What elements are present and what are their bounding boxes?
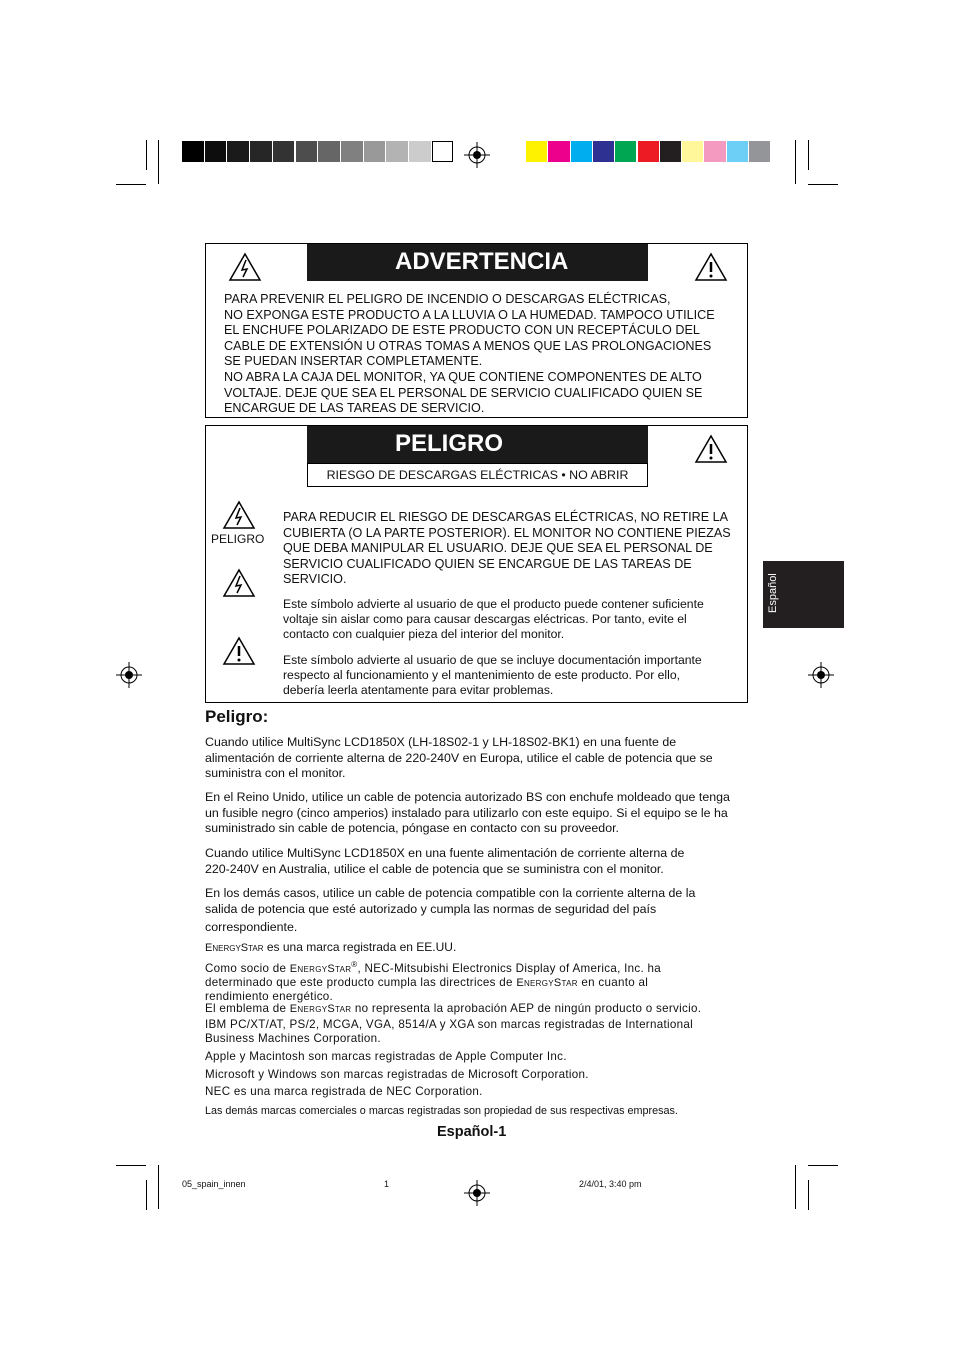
color-swatch <box>273 141 295 162</box>
color-swatch <box>409 141 431 162</box>
trademark-partner: Como socio de EnergyStar®, NEC-Mitsubishi Electronics Display of America, Inc. ha determinado que este producto cumpla las directrices de EnergyStar en cuanto al rendimiento energético. <box>205 960 662 1004</box>
registration-mark-icon <box>464 1180 490 1206</box>
color-swatch <box>250 141 272 162</box>
crop-mark <box>808 1165 838 1166</box>
language-side-tab <box>763 561 844 628</box>
paragraph-other: En los demás casos, utilice un cable de potencia compatible con la corriente alterna de la salida de potencia que esté autorizado y cumpla las normas de seguridad del país correspondiente. <box>205 886 696 934</box>
trademark-nec: NEC es una marca registrada de NEC Corporation. <box>205 1085 483 1098</box>
color-swatch <box>227 141 249 162</box>
color-swatch <box>704 141 725 162</box>
crop-mark <box>146 1180 147 1210</box>
registration-mark-icon <box>464 142 490 168</box>
color-swatch <box>593 141 614 162</box>
color-swatch <box>526 141 547 162</box>
crop-mark <box>116 184 146 185</box>
exclamation-warning-icon <box>222 636 256 666</box>
electric-shock-warning-icon <box>222 500 256 530</box>
color-swatch <box>682 141 703 162</box>
color-swatch <box>296 141 318 162</box>
section-heading: Peligro: <box>205 707 269 726</box>
color-swatch <box>432 141 454 162</box>
color-swatch <box>615 141 636 162</box>
trademark-emblem: El emblema de EnergyStar no representa la aprobación AEP de ningún producto o servicio. <box>205 1002 702 1015</box>
color-swatch <box>571 141 592 162</box>
footer-date: 2/4/01, 3:40 pm <box>579 1179 642 1189</box>
paragraph-uk: En el Reino Unido, utilice un cable de potencia autorizado BS con enchufe moldeado que tenga un fusible negro (cinco amperios) instalado para utilizarlo con este equipo. Si el equipo se le ha suministrado sin cable de potencia, póngase en contacto con su proveedor. <box>205 790 730 835</box>
peligro-documentation-text: Este símbolo advierte al usuario de que se incluye documentación importante respecto al funcionamiento y el mantenimiento de este producto. Por ello, debería leerla atentamente para evitar problemas. <box>283 653 702 697</box>
registration-mark-icon <box>808 662 834 688</box>
page-label: Español-1 <box>437 1124 507 1140</box>
color-swatch <box>660 141 681 162</box>
peligro-box <box>205 425 748 703</box>
trademark-microsoft: Microsoft y Windows son marcas registradas de Microsoft Corporation. <box>205 1068 589 1081</box>
paragraph-australia: Cuando utilice MultiSync LCD1850X en una fuente alimentación de corriente alterna de 220-240V en Australia, utilice el cable de potencia que se suministra con el monitor. <box>205 846 685 876</box>
footer-filename: 05_spain_innen <box>182 1179 246 1189</box>
crop-mark <box>795 140 796 184</box>
crop-mark <box>146 140 147 170</box>
crop-mark <box>158 140 159 184</box>
trademark-others: Las demás marcas comerciales o marcas registradas son propiedad de sus respectivas empresas. <box>205 1105 678 1117</box>
color-swatch <box>548 141 569 162</box>
exclamation-warning-icon <box>694 434 728 464</box>
electric-shock-warning-icon <box>228 252 262 282</box>
peligro-subtitle: RIESGO DE DESCARGAS ELÉCTRICAS • NO ABRIR <box>307 463 648 487</box>
color-swatch <box>749 141 770 162</box>
peligro-voltage-text: Este símbolo advierte al usuario de que el producto puede contener suficiente voltaje sin aislar como para causar descargas eléctricas. Por tanto, evite el contacto con cualquier pieza del interior del monitor. <box>283 597 704 641</box>
trademark-apple: Apple y Macintosh son marcas registradas de Apple Computer Inc. <box>205 1050 567 1063</box>
crop-mark <box>158 1165 159 1209</box>
electric-shock-warning-icon <box>222 568 256 598</box>
footer-page-number: 1 <box>384 1179 390 1189</box>
trademark-ibm: IBM PC/XT/AT, PS/2, MCGA, VGA, 8514/A y XGA son marcas registradas de International Business Machines Corporation. <box>205 1018 693 1046</box>
peligro-main-text: PARA REDUCIR EL RIESGO DE DESCARGAS ELÉCTRICAS, NO RETIRE LA CUBIERTA (O LA PARTE POSTERIOR). EL MONITOR NO CONTIENE PIEZAS QUE DEBA MANIPULAR EL USUARIO. DEJE QUE SEA EL PERSONAL DE SERVICIO CUALIFICADO QUIEN SE ENCARGUE DE LAS TAREAS DE SERVICIO. <box>283 510 731 587</box>
crop-mark <box>795 1165 796 1209</box>
color-swatch <box>182 141 204 162</box>
crop-mark <box>116 1165 146 1166</box>
paragraph-europe: Cuando utilice MultiSync LCD1850X (LH-18S02-1 y LH-18S02-BK1) en una fuente de alimentación de corriente alterna de 220-240V en Europa, utilice el cable de potencia que se suministra con el monitor. <box>205 735 713 780</box>
advertencia-box <box>205 243 748 418</box>
color-swatch <box>364 141 386 162</box>
color-swatch <box>318 141 340 162</box>
crop-mark <box>808 140 809 170</box>
side-tab-label: Español <box>767 573 779 613</box>
trademark-energystar: EnergyStar es una marca registrada en EE.UU. <box>205 940 457 954</box>
color-swatch <box>205 141 227 162</box>
registration-mark-icon <box>116 662 142 688</box>
crop-mark <box>808 184 838 185</box>
peligro-title: PELIGRO <box>307 426 648 463</box>
crop-mark <box>808 1180 809 1210</box>
color-swatch <box>727 141 748 162</box>
color-swatch <box>386 141 408 162</box>
exclamation-warning-icon <box>694 252 728 282</box>
color-swatch <box>341 141 363 162</box>
advertencia-text: PARA PREVENIR EL PELIGRO DE INCENDIO O DESCARGAS ELÉCTRICAS, NO EXPONGA ESTE PRODUCTO A LA LLUVIA O LA HUMEDAD. TAMPOCO UTILICE EL ENCHUFE POLARIZADO DE ESTE PRODUCTO CON UN RECEPTÁCULO DEL CABLE DE EXTENSIÓN U OTRAS TOMAS A MENOS QUE LAS PROLONGACIONES SE PUEDAN INSERTAR COMPLETAMENTE. NO ABRA LA CAJA DEL MONITOR, YA QUE CONTIENE COMPONENTES DE ALTO VOLTAJE. DEJE QUE SEA EL PERSONAL DE SERVICIO CUALIFICADO QUIEN SE ENCARGUE DE LAS TAREAS DE SERVICIO. <box>224 292 715 416</box>
color-swatch <box>638 141 659 162</box>
peligro-icon-label: PELIGRO <box>211 532 265 546</box>
advertencia-title: ADVERTENCIA <box>307 244 648 281</box>
